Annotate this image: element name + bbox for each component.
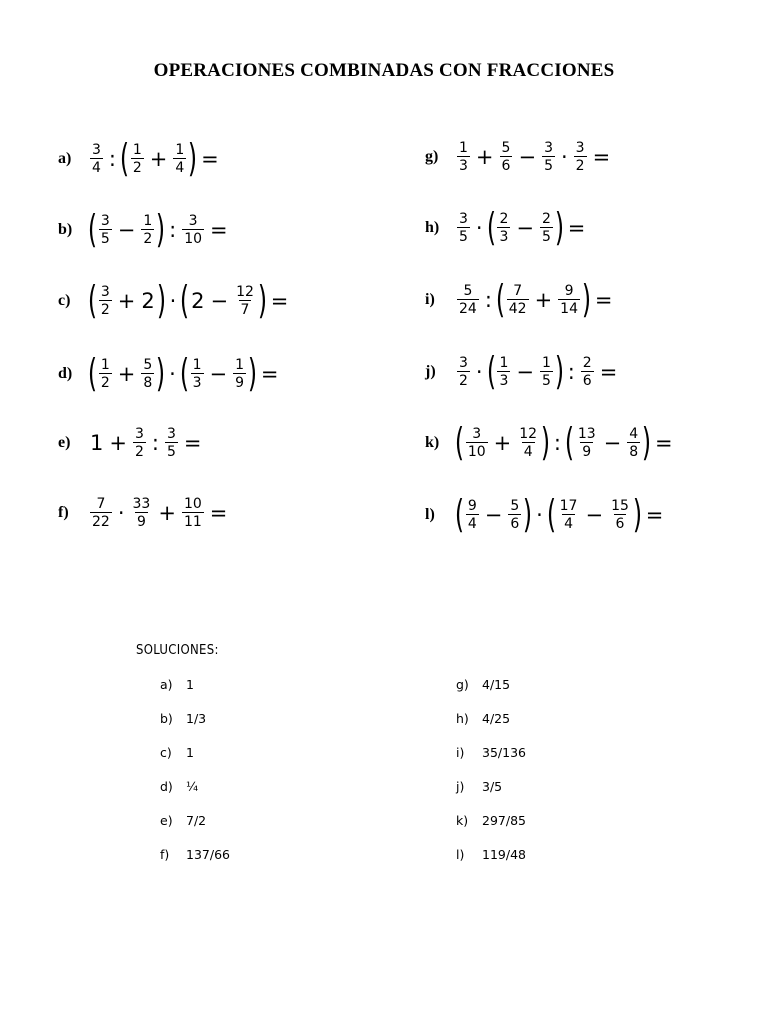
solution-label: c) <box>160 745 172 760</box>
fraction: $\frac{3}{2}$ <box>575 140 585 174</box>
fraction: $\frac{5}{24}$ <box>459 283 477 317</box>
fraction: $\frac{1}{3}$ <box>499 355 509 389</box>
fraction: $\frac{33}{9}$ <box>132 496 151 530</box>
expression: $\frac{5}{24}$ : ( $\frac{7}{42}$ + $\frac{9}{14}$ ) = <box>459 277 613 321</box>
solution-value: 7/2 <box>186 813 207 828</box>
exercise-f <box>58 488 231 538</box>
exercise-g <box>425 132 614 182</box>
exercise-b <box>58 205 232 255</box>
fraction: $\frac{9}{4}$ <box>467 498 477 532</box>
fraction: $\frac{3}{2}$ <box>100 284 110 318</box>
fraction: $\frac{3}{5}$ <box>166 426 176 460</box>
exercise-label: c) <box>58 292 71 309</box>
solution-label: l) <box>456 847 465 862</box>
fraction: $\frac{1}{5}$ <box>541 355 551 389</box>
solution-item <box>456 745 526 760</box>
solution-value: 297/85 <box>482 813 526 828</box>
fraction: $\frac{12}{4}$ <box>519 426 538 460</box>
solution-value: 35/136 <box>482 745 526 760</box>
expression: ( $\frac{3}{5}$ − $\frac{1}{2}$ ) : $\frac{3}{10}$ = <box>87 207 228 251</box>
exercise-h <box>425 203 589 253</box>
expression: ( $\frac{3}{10}$ + $\frac{12}{4}$ ) : ( $\frac{13}{9}$ − $\frac{4}{8}$ ) = <box>454 420 673 464</box>
fraction: $\frac{2}{5}$ <box>541 211 551 245</box>
fraction: $\frac{17}{4}$ <box>559 498 578 532</box>
solution-label: b) <box>160 711 173 726</box>
fraction: $\frac{5}{6}$ <box>510 498 520 532</box>
fraction: $\frac{1}{2}$ <box>100 357 110 391</box>
solution-label: f) <box>160 847 170 862</box>
solution-value: 119/48 <box>482 847 526 862</box>
expression: $\frac{7}{22}$ · $\frac{33}{9}$ + $\frac{10}{11}$ = <box>92 496 228 530</box>
fraction: $\frac{1}{3}$ <box>459 140 468 174</box>
fraction: $\frac{9}{14}$ <box>560 283 578 317</box>
solution-value: ¼ <box>186 779 199 794</box>
solutions-heading: SOLUCIONES: <box>136 643 219 658</box>
solution-value: 4/15 <box>482 677 511 692</box>
fraction: $\frac{2}{6}$ <box>582 355 592 389</box>
exercise-j <box>425 347 621 397</box>
fraction: $\frac{1}{2}$ <box>132 142 142 176</box>
solution-value: 4/25 <box>482 711 511 726</box>
solution-item <box>456 847 526 862</box>
solution-value: 1/3 <box>186 711 207 726</box>
solution-label: g) <box>456 677 469 692</box>
expression: 1 + $\frac{3}{2}$ : $\frac{3}{5}$ = <box>90 426 202 460</box>
exercise-k <box>425 418 677 468</box>
exercise-label: h) <box>425 219 440 236</box>
fraction: $\frac{13}{9}$ <box>577 426 596 460</box>
page-title: OPERACIONES COMBINADAS CON FRACCIONES <box>153 60 615 81</box>
solution-item <box>456 711 510 726</box>
expression: $\frac{3}{4}$ : ( $\frac{1}{2}$ + $\frac{1}{4}$ ) = <box>92 136 219 180</box>
exercise-label: g) <box>425 148 439 165</box>
solution-item <box>456 677 510 692</box>
exercise-label: i) <box>425 291 435 308</box>
exercise-a <box>58 134 223 184</box>
expression: ( $\frac{1}{2}$ + $\frac{5}{8}$ ) · ( $\frac{1}{3}$ − $\frac{1}{9}$ ) = <box>87 351 279 395</box>
fraction: $\frac{3}{10}$ <box>184 213 203 247</box>
fraction: $\frac{3}{5}$ <box>544 140 553 174</box>
fraction: $\frac{15}{6}$ <box>611 498 629 532</box>
exercise-label: e) <box>58 434 71 451</box>
fraction: $\frac{12}{7}$ <box>236 284 254 318</box>
fraction: $\frac{1}{3}$ <box>192 357 202 391</box>
exercise-label: k) <box>425 434 440 451</box>
exercise-label: f) <box>58 504 69 521</box>
fraction: $\frac{1}{4}$ <box>175 142 185 176</box>
fraction: $\frac{1}{2}$ <box>143 213 153 247</box>
exercise-label: l) <box>425 506 435 523</box>
solution-item <box>160 779 198 794</box>
solution-value: 1 <box>186 745 194 760</box>
exercise-label: j) <box>425 363 436 380</box>
fraction: $\frac{2}{3}$ <box>499 211 509 245</box>
fraction: $\frac{7}{42}$ <box>508 283 527 317</box>
solution-item <box>160 677 194 692</box>
fraction: $\frac{3}{5}$ <box>459 211 468 245</box>
exercise-label: a) <box>58 150 72 167</box>
fraction: $\frac{5}{8}$ <box>143 357 153 391</box>
solution-value: 137/66 <box>186 847 230 862</box>
exercise-l <box>425 490 667 540</box>
fraction: $\frac{10}{11}$ <box>183 496 202 530</box>
solution-label: j) <box>456 779 465 794</box>
solution-label: k) <box>456 813 469 828</box>
solution-item <box>160 711 206 726</box>
fraction: $\frac{5}{6}$ <box>501 140 511 174</box>
solution-item <box>160 745 194 760</box>
fraction: $\frac{3}{10}$ <box>467 426 486 460</box>
exercise-label: d) <box>58 365 73 382</box>
fraction: $\frac{1}{9}$ <box>235 357 245 391</box>
fraction: $\frac{3}{2}$ <box>459 355 468 389</box>
exercise-c <box>58 276 292 326</box>
solution-item <box>456 779 502 794</box>
solution-item <box>456 813 526 828</box>
fraction: $\frac{4}{8}$ <box>629 426 639 460</box>
exercise-e <box>58 418 206 468</box>
solution-item <box>160 847 230 862</box>
expression: ( $\frac{9}{4}$ − $\frac{5}{6}$ ) · ( $\frac{17}{4}$ − $\frac{15}{6}$ ) = <box>454 492 664 536</box>
solution-label: i) <box>456 745 465 760</box>
fraction: $\frac{3}{2}$ <box>134 426 144 460</box>
exercise-label: b) <box>58 221 73 238</box>
solution-label: a) <box>160 677 173 692</box>
fraction: $\frac{3}{4}$ <box>92 142 101 176</box>
exercise-i <box>425 275 616 325</box>
expression: $\frac{3}{5}$ · ( $\frac{2}{3}$ − $\frac{2}{5}$ ) = <box>459 205 586 249</box>
solution-label: d) <box>160 779 173 794</box>
solution-value: 3/5 <box>482 779 503 794</box>
fraction: $\frac{7}{22}$ <box>92 496 110 530</box>
expression: $\frac{3}{2}$ · ( $\frac{1}{3}$ − $\frac{1}{5}$ ) : $\frac{2}{6}$ = <box>459 349 618 393</box>
solution-label: h) <box>456 711 469 726</box>
solution-label: e) <box>160 813 173 828</box>
expression: ( $\frac{3}{2}$ + 2 ) · ( 2 − $\frac{12}{7}$ ) = <box>87 278 289 322</box>
exercise-d <box>58 349 283 399</box>
solution-item <box>160 813 206 828</box>
solution-value: 1 <box>186 677 194 692</box>
expression: $\frac{1}{3}$ + $\frac{5}{6}$ − $\frac{3}{5}$ · $\frac{3}{2}$ = <box>459 140 611 174</box>
fraction: $\frac{3}{5}$ <box>100 213 110 247</box>
